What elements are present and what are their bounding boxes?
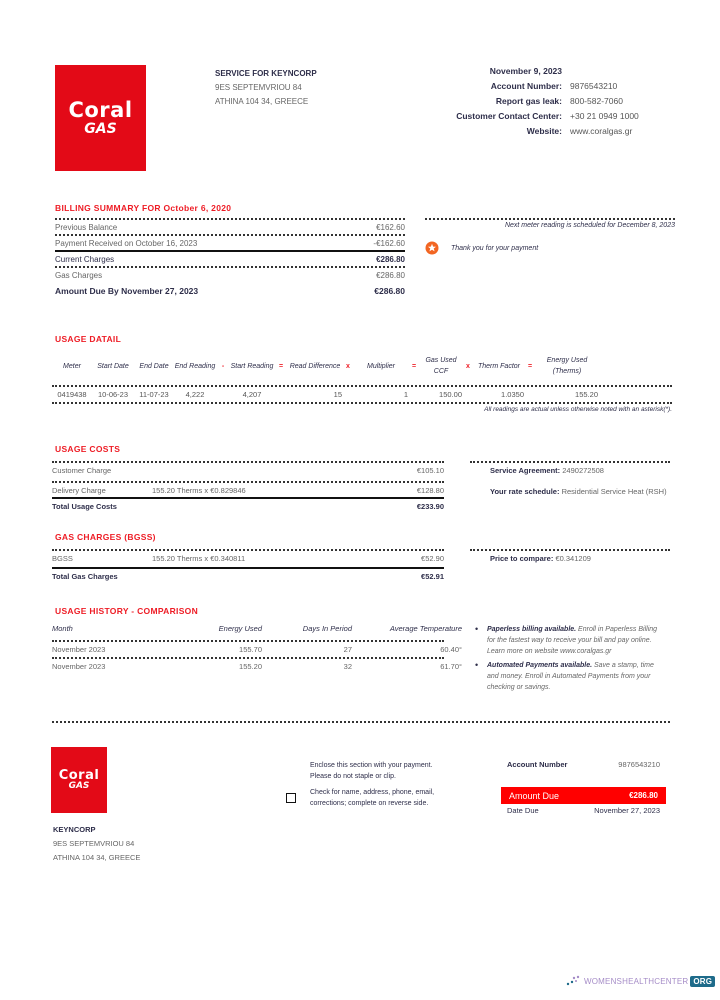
- row-label: BGSS: [52, 553, 73, 563]
- cell-read-difference: 15: [333, 390, 342, 399]
- check-instructions: [310, 787, 434, 809]
- enclose-note-1: Enclose this section with your payment.: [310, 762, 433, 769]
- check-note-2: corrections; complete on reverse side.: [310, 800, 429, 807]
- usage-detail-table: [52, 347, 672, 413]
- cell-end-date: 11-07-23: [139, 390, 169, 399]
- notice-lead: Automated Payments available.: [487, 662, 593, 669]
- tear-off-divider: [52, 721, 670, 723]
- billing-summary-title: BILLING SUMMARY FOR October 6, 2020: [55, 203, 232, 213]
- watermark-text: WOMENSHEALTHCENTER: [584, 976, 689, 986]
- address-change-checkbox[interactable]: [286, 793, 296, 803]
- gas-row-bgss: [52, 551, 444, 565]
- logo-text-coral: Coral: [68, 98, 133, 122]
- cell-avg-temp: 60.40°: [440, 645, 462, 654]
- cell-therm-factor: 1.0350: [501, 390, 524, 399]
- check-note-1: Check for name, address, phone, email,: [310, 789, 435, 796]
- row-label: Total Usage Costs: [52, 501, 117, 511]
- stub-account-number-label: Account Number: [507, 760, 568, 769]
- row-amount: €52.90: [421, 553, 444, 563]
- cell-start-reading: 4,207: [242, 390, 262, 399]
- notices-panel: [473, 624, 663, 696]
- row-amount: €286.80: [376, 254, 405, 264]
- row-amount: €105.10: [416, 465, 444, 475]
- usage-history-header: [52, 624, 462, 640]
- usage-costs-title: USAGE COSTS: [55, 444, 121, 454]
- col-start-date: Start Date: [97, 362, 129, 370]
- row-amount: €162.60: [376, 222, 405, 232]
- summary-row-current-charges: [55, 252, 405, 266]
- rate-schedule-label: Your rate schedule:: [490, 487, 560, 496]
- stub-address-line-1: 9ES SEPTEMVRIOU 84: [53, 839, 135, 848]
- billing-summary-table: [55, 218, 405, 300]
- cell-meter: 0419438: [57, 390, 87, 399]
- notice-text: Enroll in Paperless Billing for the fastest way to receive your bill and pay online. Learn more on website www.coralgas.gr: [487, 626, 658, 655]
- col-start-reading: Start Reading: [230, 362, 274, 370]
- cell-days: 32: [343, 662, 352, 671]
- stub-customer-name: KEYNCORP: [53, 825, 96, 834]
- total-usage-costs-row: [52, 499, 444, 513]
- cell-gas-used: 150.00: [439, 390, 462, 399]
- star-icon: [425, 241, 439, 255]
- date-due-value: November 27, 2023: [594, 806, 660, 815]
- row-amount: -€162.60: [373, 238, 405, 248]
- notice-paperless-billing: [473, 624, 663, 657]
- equals-operator: =: [278, 362, 284, 370]
- meter-reading-panel: [425, 218, 675, 255]
- stub-account-number: [507, 760, 660, 769]
- usage-history-row: [52, 642, 462, 657]
- price-to-compare-label: Price to compare:: [490, 554, 554, 563]
- statement-date: November 9, 2023: [489, 66, 562, 76]
- row-label: Previous Balance: [55, 222, 118, 232]
- row-detail: 155.20 Therms x €0.829846: [152, 485, 246, 495]
- stub-address-block: [53, 823, 140, 865]
- next-meter-reading-note: Next meter reading is scheduled for December 8, 2023: [504, 222, 675, 229]
- coral-gas-logo: [55, 65, 146, 171]
- total-gas-charges-row: [52, 569, 444, 583]
- stub-address-line-2: ATHINA 104 34, GREECE: [53, 853, 141, 862]
- row-label: Gas Charges: [55, 270, 103, 280]
- watermark-badge: ORG: [690, 976, 715, 987]
- stub-account-number-value: 9876543210: [618, 760, 660, 769]
- cell-avg-temp: 61.70°: [440, 662, 462, 671]
- col-gas-used: Gas Used CCF: [425, 357, 457, 375]
- col-meter: Meter: [63, 362, 81, 370]
- usage-history-table: [52, 624, 462, 674]
- summary-row-previous-balance: [55, 220, 405, 234]
- gas-charges-table: [52, 549, 444, 583]
- summary-row-gas-charges: [55, 268, 405, 282]
- gas-charges-title: GAS CHARGES (BGSS): [55, 532, 156, 542]
- notice-automated-payments: [473, 660, 663, 693]
- usage-detail-row: [52, 387, 672, 402]
- row-label: Amount Due By November 27, 2023: [55, 286, 199, 296]
- times-operator: x: [466, 362, 470, 370]
- cell-energy-used: 155.70: [239, 645, 262, 654]
- col-days-in-period: Days In Period: [302, 624, 352, 633]
- col-average-temperature: Average Temperature: [389, 624, 462, 633]
- logo-text-gas: GAS: [84, 121, 117, 137]
- enclose-instructions: [310, 760, 433, 782]
- equals-operator: =: [411, 362, 417, 370]
- row-amount: €286.80: [374, 286, 405, 296]
- col-energy-used: Energy Used (Therms): [546, 357, 588, 375]
- rate-schedule-value: Residential Service Heat (RSH): [561, 487, 667, 496]
- readings-footnote: All readings are actual unless otherwise noted with an asterisk(*).: [484, 406, 672, 413]
- usage-history-title: USAGE HISTORY - COMPARISON: [55, 606, 199, 616]
- row-label: Total Gas Charges: [52, 571, 118, 581]
- stub-coral-gas-logo: [51, 747, 107, 813]
- usage-detail-header: [52, 347, 672, 385]
- account-number-value: 9876543210: [570, 81, 618, 91]
- summary-row-amount-due: [55, 282, 405, 300]
- contact-center-label: Customer Contact Center:: [456, 111, 562, 121]
- amount-due-bar: [501, 787, 666, 804]
- summary-row-payment-received: [55, 236, 405, 250]
- logo-text-coral: Coral: [58, 768, 100, 783]
- price-to-compare-panel: [470, 549, 670, 565]
- minus-operator: -: [221, 362, 225, 370]
- account-info-block: [410, 64, 680, 139]
- cost-row-delivery-charge: [52, 483, 444, 497]
- amount-due-label: Amount Due: [509, 790, 560, 801]
- service-address-block: [215, 67, 317, 109]
- service-agreement-value: 2490272508: [562, 466, 604, 475]
- cost-row-customer-charge: [52, 463, 444, 477]
- thank-you-note: Thank you for your payment: [451, 244, 539, 252]
- cell-month: November 2023: [52, 662, 106, 671]
- row-label: Payment Received on October 16, 2023: [55, 238, 198, 248]
- price-to-compare-value: €0.341209: [555, 554, 591, 563]
- dots-logo-icon: [566, 975, 582, 987]
- cell-month: November 2023: [52, 645, 106, 654]
- cell-energy-used: 155.20: [239, 662, 262, 671]
- row-detail: 155.20 Therms x €0.340811: [152, 553, 246, 563]
- row-amount: €286.80: [376, 270, 405, 280]
- col-read-difference: Read Difference: [289, 362, 341, 370]
- col-end-reading: End Reading: [174, 362, 216, 370]
- row-amount: €128.80: [416, 485, 444, 495]
- cell-days: 27: [343, 645, 352, 654]
- col-month: Month: [52, 624, 73, 633]
- amount-due-value: €286.80: [629, 791, 658, 800]
- website-label: Website:: [526, 126, 562, 136]
- times-operator: x: [346, 362, 350, 370]
- col-end-date: End Date: [139, 362, 169, 370]
- row-label: Customer Charge: [52, 465, 112, 475]
- service-agreement-label: Service Agreement:: [490, 466, 561, 475]
- logo-text-gas: GAS: [68, 781, 90, 791]
- enclose-note-2: Please do not staple or clip.: [310, 773, 396, 780]
- service-agreement-panel: [470, 461, 670, 498]
- contact-center-value: +30 21 0949 1000: [570, 111, 639, 121]
- col-therm-factor: Therm Factor: [477, 362, 520, 370]
- cell-start-date: 10-06-23: [97, 390, 129, 399]
- date-due-label: Date Due: [507, 806, 539, 815]
- row-amount: €233.90: [416, 501, 444, 511]
- row-label: Delivery Charge: [52, 485, 106, 495]
- usage-costs-table: [52, 461, 444, 513]
- stub-date-due: [507, 806, 660, 815]
- notice-lead: Paperless billing available.: [487, 626, 577, 633]
- equals-operator: =: [527, 362, 533, 370]
- cell-multiplier: 1: [403, 390, 408, 399]
- account-number-label: Account Number:: [490, 81, 562, 91]
- notice-text: Save a stamp, time and money. Enroll in Automated Payments from your checking or savings.: [487, 662, 654, 691]
- usage-detail-title: USAGE DATAIL: [55, 334, 122, 344]
- website-link[interactable]: www.coralgas.gr: [570, 126, 633, 136]
- col-energy-used: Energy Used: [218, 624, 262, 633]
- gas-leak-value: 800-582-7060: [570, 96, 623, 106]
- cell-energy-used: 155.20: [575, 390, 598, 399]
- gas-leak-label: Report gas leak:: [495, 96, 562, 106]
- service-for: SERVICE FOR KEYNCORP: [215, 69, 317, 78]
- watermark: [566, 975, 715, 987]
- col-multiplier: Multiplier: [366, 362, 395, 370]
- cell-end-reading: 4,222: [185, 390, 205, 399]
- row-amount: €52.91: [421, 571, 444, 581]
- address-line-1: 9ES SEPTEMVRIOU 84: [215, 83, 302, 92]
- usage-history-row: [52, 659, 462, 674]
- address-line-2: ATHINA 104 34, GREECE: [215, 97, 309, 106]
- row-label: Current Charges: [55, 254, 115, 264]
